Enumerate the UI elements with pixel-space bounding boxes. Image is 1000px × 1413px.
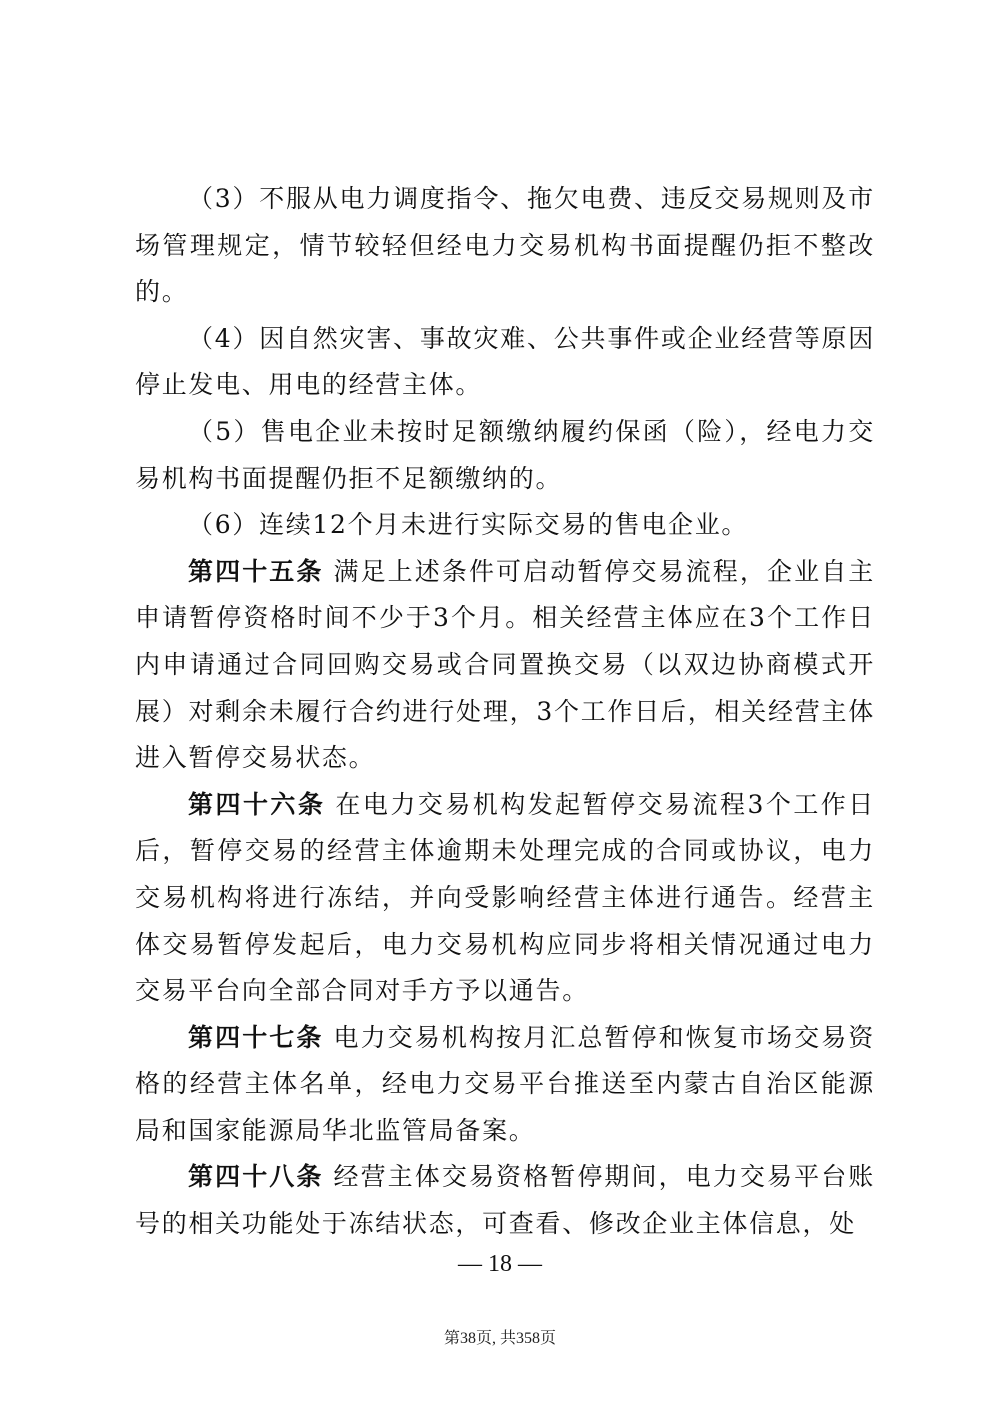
- paragraph-text: （3）不服从电力调度指令、拖欠电费、违反交易规则及市场管理规定，情节较轻但经电力交易机构书面提醒仍拒不整改的。: [135, 184, 875, 307]
- page-number: — 18 —: [458, 1251, 542, 1277]
- paragraph-text: （6）连续12个月未进行实际交易的售电企业。: [188, 510, 749, 540]
- paragraph: [135, 409, 875, 502]
- body-text: [135, 176, 875, 1248]
- page-footer: 第38页, 共358页: [443, 1330, 556, 1347]
- paragraph: [135, 502, 875, 549]
- article-title: 第四十六条: [188, 789, 326, 819]
- article-paragraph: [135, 549, 875, 782]
- article-paragraph: [135, 782, 875, 1015]
- paragraph: [135, 316, 875, 409]
- paragraph-text: （5）售电企业未按时足额缴纳履约保函（险），经电力交易机构书面提醒仍拒不足额缴纳的。: [135, 416, 875, 493]
- paragraph: [135, 176, 875, 316]
- paragraph-text: 在电力交易机构发起暂停交易流程3个工作日后，暂停交易的经营主体逾期未处理完成的合同或协议，电力交易机构将进行冻结，并向受影响经营主体进行通告。经营主体交易暂停发起后，电力交易机构应同步将相关情况通过电力交易平台向全部合同对手方予以通告。: [135, 789, 875, 1006]
- paragraph-text: 经营主体交易资格暂停期间，电力交易平台账号的相关功能处于冻结状态，可查看、修改企业主体信息，处: [135, 1162, 875, 1239]
- article-title: 第四十七条: [188, 1022, 324, 1052]
- article-title: 第四十五条: [188, 556, 324, 586]
- paragraph-text: 满足上述条件可启动暂停交易流程，企业自主申请暂停资格时间不少于3个月。相关经营主体应在3个工作日内申请通过合同回购交易或合同置换交易（以双边协商模式开展）对剩余未履行合约进行处理，3个工作日后，相关经营主体进入暂停交易状态。: [135, 556, 875, 773]
- article-paragraph: [135, 1015, 875, 1155]
- article-paragraph: [135, 1154, 875, 1247]
- paragraph-text: （4）因自然灾害、事故灾难、公共事件或企业经营等原因停止发电、用电的经营主体。: [135, 323, 875, 400]
- paragraph-text: 电力交易机构按月汇总暂停和恢复市场交易资格的经营主体名单，经电力交易平台推送至内蒙古自治区能源局和国家能源局华北监管局备案。: [135, 1022, 875, 1145]
- article-title: 第四十八条: [188, 1162, 324, 1192]
